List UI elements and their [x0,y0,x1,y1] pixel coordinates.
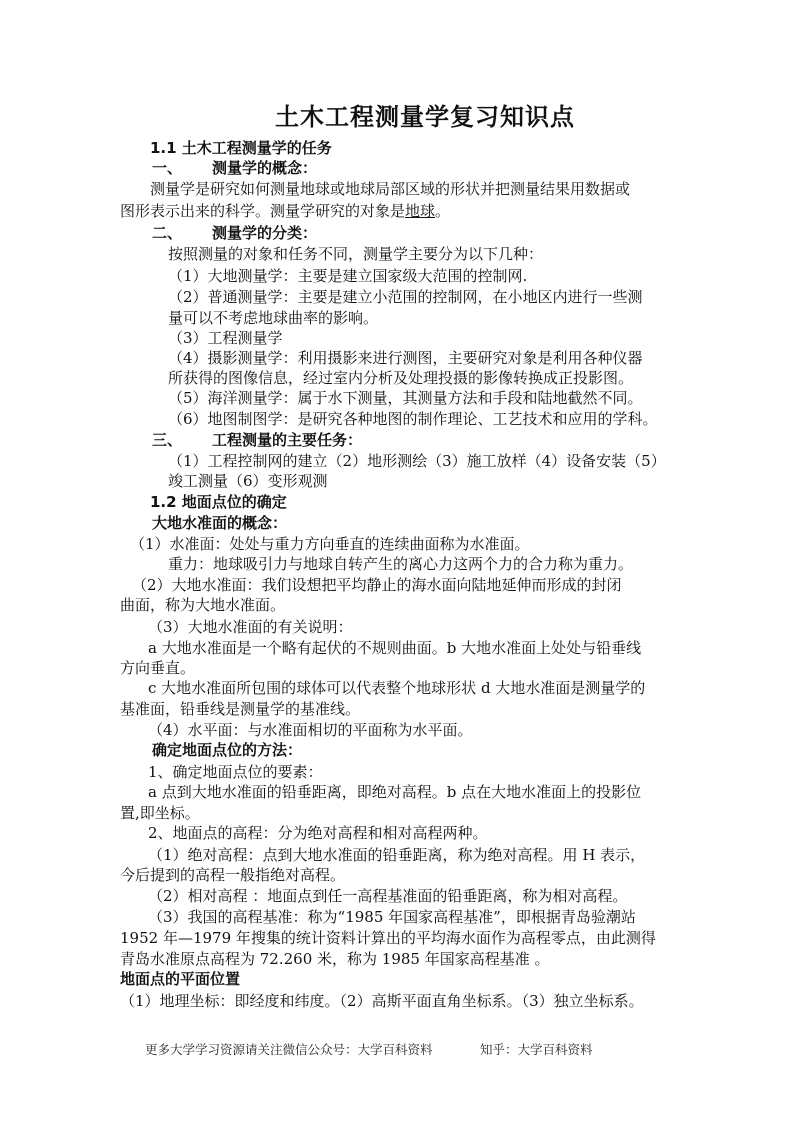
heading-number: 二、 [152,224,183,242]
text-line: 重力：地球吸引力与地球自转产生的离心力这两个力的合力称为重力。 [168,555,634,573]
heading-text: 测量学的概念： [212,159,318,177]
heading-text: 测量学的分类： [212,224,318,242]
text-line: 量可以不考虑地球曲率的影响。 [168,309,379,327]
text-segment: 图形表示出来的科学。测量学研究的对象是 [120,202,406,220]
text-line: 2、地面点的高程：分为绝对高程和相对高程两种。 [148,824,488,842]
text-line: （5）海洋测量学：属于水下测量，其测量方法和手段和陆地截然不同。 [168,389,643,407]
text-line: （1）工程控制网的建立（2）地形测绘（3）施工放样（4）设备安装（5） [168,452,666,470]
text-line: （3）大地水准面的有关说明： [148,618,353,636]
text-line: 方向垂直。 [120,659,196,677]
footer-zhihu-note: 知乎：大学百科资料 [480,1042,593,1057]
section-heading: 1.2 地面点位的确定 [150,493,287,511]
text-line: 今后提到的高程一般指绝对高程。 [120,866,346,884]
text-line: 测量学是研究如何测量地球或地球局部区域的形状并把测量结果用数据或 [150,180,631,198]
underlined-term: 地球 [405,202,436,220]
footer-wechat-note: 更多大学学习资源请关注微信公众号：大学百科资料 [145,1042,433,1057]
text-line: 1、确定地面点位的要素： [148,763,323,781]
subheading [152,430,362,450]
text-line: （3）我国的高程基准：称为“1985 年国家高程基准”，即根据青岛验潮站 [148,908,636,926]
text-line: （4）摄影测量学：利用摄影来进行测图，主要研究对象是利用各种仪器 [168,349,643,367]
text-line: 置,即坐标。 [120,804,200,822]
text-line: （1）绝对高程：点到大地水准面的铅垂距离，称为绝对高程。用 H 表示， [148,846,646,864]
text-line: a 点到大地水准面的铅垂距离，即绝对高程。b 点在大地水准面上的投影位 [148,783,642,801]
text-line: （6）地图制图学：是研究各种地图的制作理论、工艺技术和应用的学科。 [168,410,658,428]
subheading [152,223,317,243]
text-line: 基准面，铅垂线是测量学的基准线。 [120,700,361,718]
text-line: c 大地水准面所包围的球体可以代表整个地球形状 d 大地水准面是测量学的 [148,679,646,697]
subheading: 地面点的平面位置 [120,970,241,988]
heading-number: 三、 [152,431,183,449]
text-line: 所获得的图像信息，经过室内分析及处理投摄的影像转换成正投影图。 [168,369,634,387]
document-title: 土木工程测量学复习知识点 [275,102,575,131]
text-line: 竣工测量（6）变形观测 [168,472,328,490]
section-heading: 1.1 土木工程测量学的任务 [150,139,332,157]
heading-text: 工程测量的主要任务： [212,431,363,449]
text-line: （3）工程测量学 [168,329,283,347]
text-line: （2）普通测量学：主要是建立小范围的控制网，在小地区内进行一些测 [168,288,643,306]
text-line: （1）水准面：处处与重力方向垂直的连续曲面称为水准面。 [130,535,530,553]
text-line: 曲面，称为大地水准面。 [120,596,286,614]
text-line: 青岛水准原点高程为 72.260 米，称为 1985 年国家高程基准 。 [120,950,550,968]
text-segment: 。 [435,202,451,220]
text-line: a 大地水准面是一个略有起伏的不规则曲面。b 大地水准面上处处与铅垂线 [148,639,642,657]
subheading [152,158,317,178]
text-line: 1952 年—1979 年搜集的统计资料计算出的平均海水面作为高程零点，由此测得 [120,929,656,947]
text-line [120,201,450,221]
text-line: （4）水平面：与水准面相切的平面称为水平面。 [148,721,473,739]
text-line: （2）相对高程 ：地面点到任一高程基准面的铅垂距离，称为相对高程。 [148,887,628,905]
heading-number: 一、 [152,159,183,177]
subheading: 确定地面点位的方法： [152,741,303,759]
text-line: （1）大地测量学：主要是建立国家级大范围的控制网. [168,267,528,285]
subheading: 大地水准面的概念： [152,514,288,532]
text-line: （2）大地水准面：我们设想把平均静止的海水面向陆地延伸而形成的封闭 [132,576,622,594]
text-line: （1）地理坐标：即经度和纬度。（2）高斯平面直角坐标系。（3）独立坐标系。 [120,992,644,1010]
text-line: 按照测量的对象和任务不同，测量学主要分为以下几种： [168,245,544,263]
